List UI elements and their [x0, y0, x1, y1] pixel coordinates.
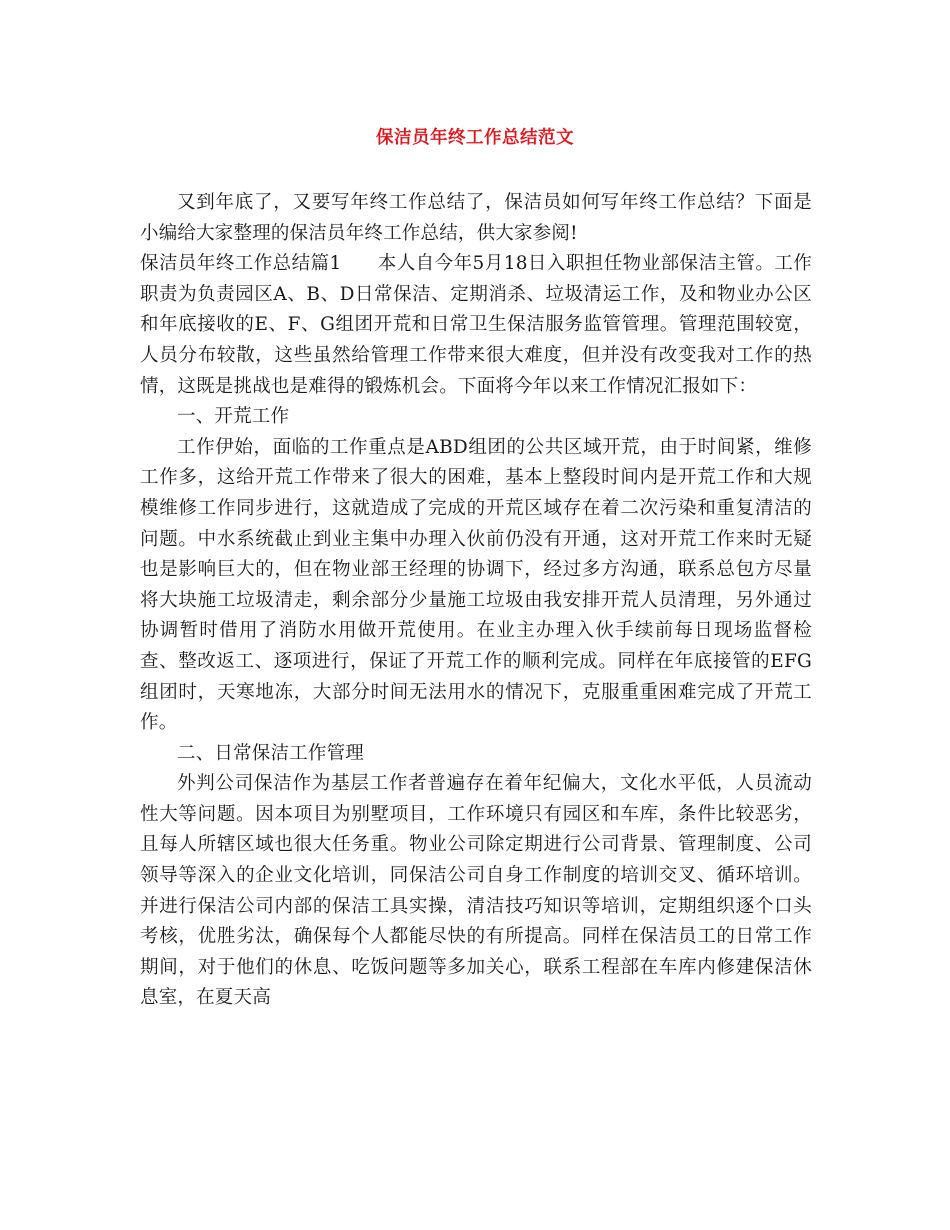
document-title: 保洁员年终工作总结范文	[376, 128, 574, 148]
intro-paragraph: 又到年底了，又要写年终工作总结了，保洁员如何写年终工作总结？下面是小编给大家整理的保洁员年终工作总结，供大家参阅!	[140, 192, 812, 244]
section-paragraph	[140, 249, 812, 402]
document-body	[140, 188, 812, 1014]
section-label: 保洁员年终工作总结篇1	[140, 253, 342, 275]
heading-daily-cleaning: 二、日常保洁工作管理	[177, 742, 365, 764]
paragraph-daily-cleaning: 外判公司保洁作为基层工作者普遍存在着年纪偏大，文化水平低，人员流动性大等问题。因本项目为别墅项目，工作环境只有园区和车库，条件比较恶劣，且每人所辖区域也很大任务重。物业公司除定期进行公司背景、管理制度、公司领导等深入的企业文化培训，同保洁公司自身工作制度的培训交叉、循环培训。并进行保洁公司内部的保洁工具实操，清洁技巧知识等培训，定期组织逐个口头考核，优胜劣汰，确保每个人都能尽快的有所提高。同样在保洁员工的日常工作期间，对于他们的休息、吃饭问题等多加关心，联系工程部在车库内修建保洁休息室，在夏天高	[140, 773, 812, 1009]
heading-kaihuang: 一、开荒工作	[177, 406, 290, 428]
section-body: 本人自今年5月18日入职担任物业部保洁主管。工作职责为负责园区A、B、D日常保洁、定期消杀、垃圾清运工作，及和物业办公区和年底接收的E、F、G组团开荒和日常卫生保洁服务监管管理。管理范围较宽，人员分布较散，这些虽然给管理工作带来很大难度，但并没有改变我对工作的热情，这既是挑战也是难得的锻炼机会。下面将今年以来工作情况汇报如下：	[140, 253, 812, 397]
paragraph-kaihuang: 工作伊始，面临的工作重点是ABD组团的公共区域开荒，由于时间紧，维修工作多，这给开荒工作带来了很大的困难，基本上整段时间内是开荒工作和大规模维修工作同步进行，这就造成了完成的开荒区域存在着二次污染和重复清洁的问题。中水系统截止到业主集中办理入伙前仍没有开通，这对开荒工作来时无疑也是影响巨大的，但在物业部王经理的协调下，经过多方沟通，联系总包方尽量将大块施工垃圾清走，剩余部分少量施工垃圾由我安排开荒人员清理，另外通过协调暂时借用了消防水用做开荒使用。在业主办理入伙手续前每日现场监督检查、整改返工、逐项进行，保证了开荒工作的顺利完成。同样在年底接管的EFG组团时，天寒地冻，大部分时间无法用水的情况下，克服重重困难完成了开荒工作。	[140, 436, 812, 734]
